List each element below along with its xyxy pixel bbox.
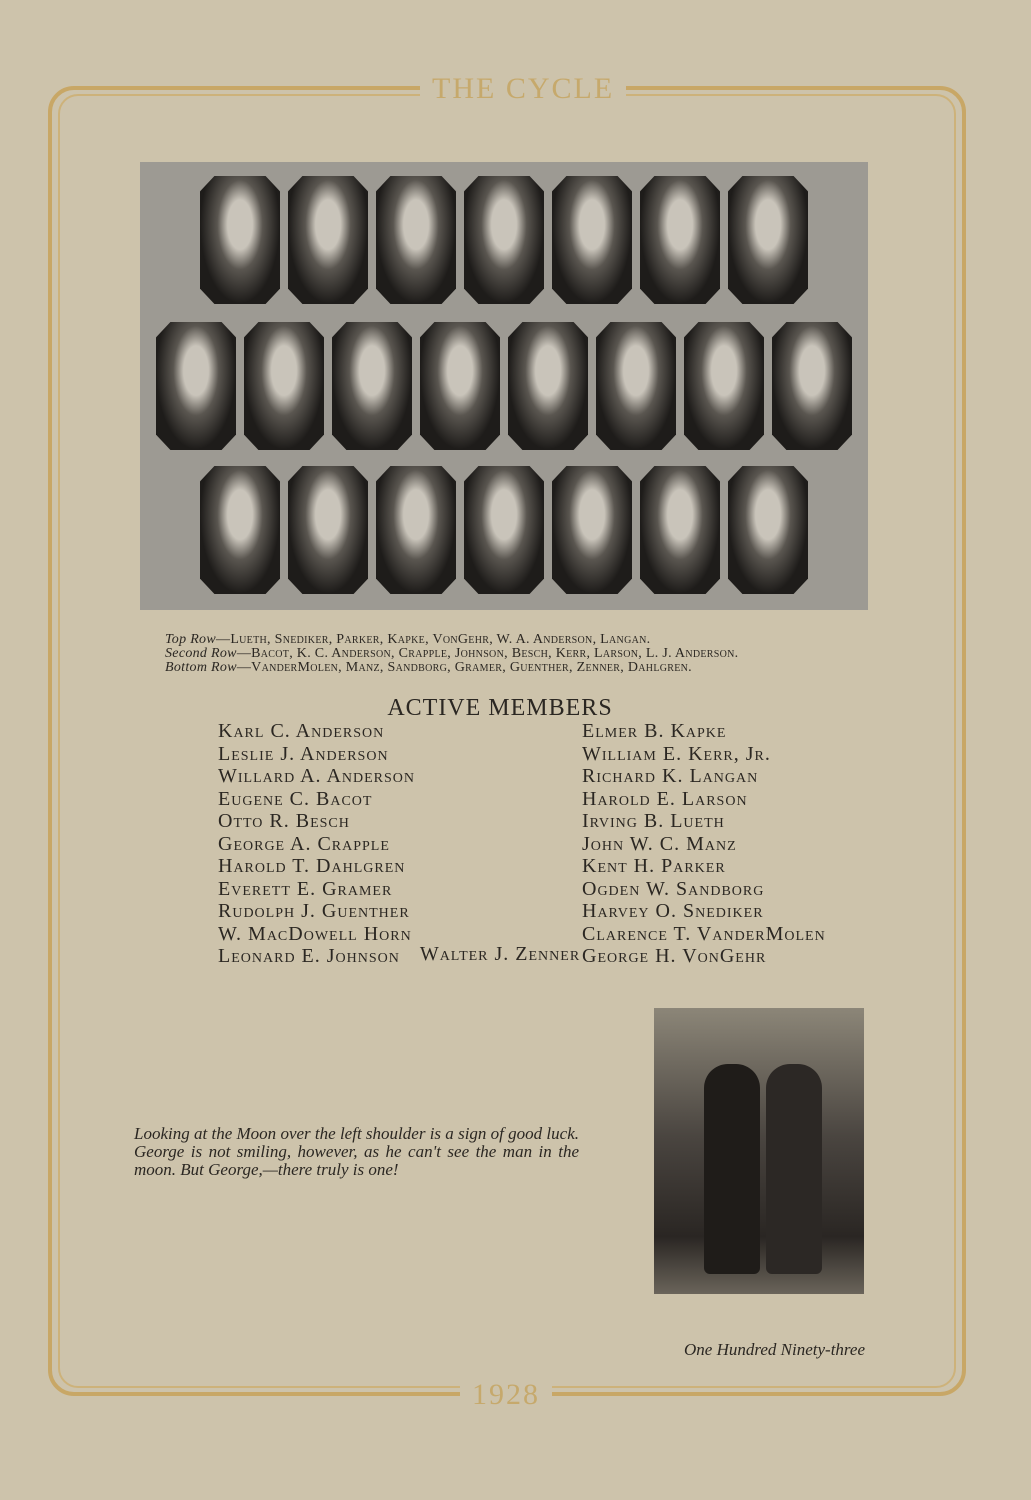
group-portrait-panel bbox=[140, 162, 868, 610]
portrait-photo bbox=[288, 466, 368, 594]
member-name: Richard K. Langan bbox=[582, 765, 759, 787]
member-name: John W. C. Manz bbox=[582, 832, 737, 855]
member-name: Ogden W. Sandborg bbox=[582, 877, 765, 900]
caption-label: Bottom Row bbox=[165, 660, 237, 675]
portrait-photo bbox=[420, 322, 500, 450]
portrait-row-second bbox=[140, 322, 868, 450]
portrait-photo bbox=[376, 466, 456, 594]
anecdote-text: Looking at the Moon over the left shoulder is a sign of good luck. George is not smiling, however, as he can't see the man in the moon. But George,—there truly is one! bbox=[134, 1124, 579, 1179]
portrait-photo bbox=[552, 466, 632, 594]
member-name: George A. Crapple bbox=[218, 832, 390, 855]
caption-names: Lueth, Snediker, Parker, Kapke, VonGehr, W. A. Anderson, Langan. bbox=[230, 632, 651, 647]
caption-line: Second Row—Bacot, K. C. Anderson, Crapple, Johnson, Besch, Kerr, Larson, L. J. Anderson. bbox=[165, 646, 739, 661]
figure-silhouette bbox=[704, 1064, 760, 1274]
member-name: Clarence T. VanderMolen bbox=[582, 922, 826, 945]
member-name: Everett E. Gramer bbox=[218, 877, 393, 900]
portrait-row-top bbox=[140, 176, 868, 304]
figure-silhouette bbox=[766, 1064, 822, 1274]
caption-names: Bacot, K. C. Anderson, Crapple, Johnson, Besch, Kerr, Larson, L. J. Anderson. bbox=[251, 646, 739, 661]
member-name: Karl C. Anderson bbox=[218, 720, 385, 742]
portrait-photo bbox=[288, 176, 368, 304]
portrait-photo bbox=[156, 322, 236, 450]
members-right-column bbox=[582, 720, 826, 968]
member-name: Harold E. Larson bbox=[582, 787, 748, 810]
member-name: Willard A. Anderson bbox=[218, 765, 415, 787]
portrait-photo bbox=[200, 466, 280, 594]
caption-line: Top Row—Lueth, Snediker, Parker, Kapke, VonGehr, W. A. Anderson, Langan. bbox=[165, 632, 651, 647]
caption-names: VanderMolen, Manz, Sandborg, Gramer, Guenther, Zenner, Dahlgren. bbox=[251, 660, 692, 675]
page-number: One Hundred Ninety-three bbox=[684, 1340, 865, 1359]
portrait-photo bbox=[596, 322, 676, 450]
member-name: Walter J. Zenner bbox=[419, 943, 581, 965]
portrait-photo bbox=[464, 176, 544, 304]
members-left-column bbox=[218, 720, 415, 968]
portrait-photo bbox=[640, 466, 720, 594]
portrait-photo bbox=[332, 322, 412, 450]
portrait-row-bottom bbox=[140, 466, 868, 594]
member-name: Elmer B. Kapke bbox=[582, 720, 727, 742]
caption-label: Second Row bbox=[165, 646, 237, 661]
member-name: Kent H. Parker bbox=[582, 855, 726, 877]
caption-label: Top Row bbox=[165, 632, 216, 647]
member-name: William E. Kerr, Jr. bbox=[582, 742, 771, 765]
members-heading: ACTIVE MEMBERS bbox=[387, 695, 613, 721]
portrait-photo bbox=[684, 322, 764, 450]
portrait-photo bbox=[244, 322, 324, 450]
running-header: THE CYCLE bbox=[420, 74, 626, 104]
portrait-photo bbox=[508, 322, 588, 450]
photo-captions bbox=[165, 633, 738, 675]
member-name: W. MacDowell Horn bbox=[218, 922, 412, 945]
portrait-photo bbox=[728, 466, 808, 594]
portrait-photo bbox=[376, 176, 456, 304]
portrait-photo bbox=[640, 176, 720, 304]
portrait-photo bbox=[552, 176, 632, 304]
member-name: Otto R. Besch bbox=[218, 810, 350, 832]
portrait-photo bbox=[728, 176, 808, 304]
portrait-photo bbox=[464, 466, 544, 594]
snapshot-photo bbox=[654, 1008, 864, 1294]
running-footer-year: 1928 bbox=[460, 1380, 552, 1410]
member-name: Eugene C. Bacot bbox=[218, 787, 373, 810]
member-name: George H. VonGehr bbox=[582, 945, 767, 967]
portrait-photo bbox=[772, 322, 852, 450]
member-name: Harold T. Dahlgren bbox=[218, 855, 406, 877]
member-name: Irving B. Lueth bbox=[582, 810, 725, 832]
member-name: Leslie J. Anderson bbox=[218, 742, 389, 765]
portrait-photo bbox=[200, 176, 280, 304]
member-name: Leonard E. Johnson bbox=[218, 945, 400, 967]
member-name: Harvey O. Snediker bbox=[582, 900, 764, 922]
member-name: Rudolph J. Guenther bbox=[218, 900, 410, 922]
caption-line: Bottom Row—VanderMolen, Manz, Sandborg, Gramer, Guenther, Zenner, Dahlgren. bbox=[165, 660, 692, 675]
